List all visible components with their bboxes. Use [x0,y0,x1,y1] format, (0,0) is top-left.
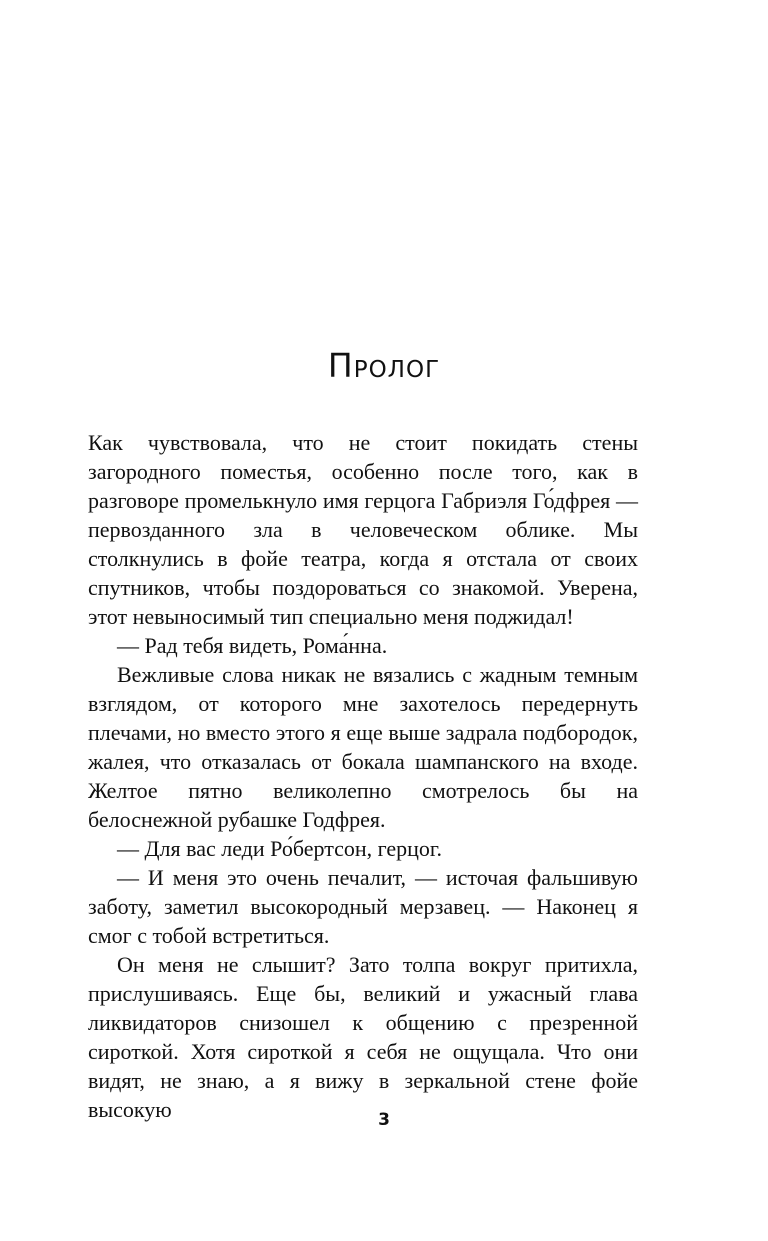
body-text [88,428,638,1124]
paragraph: — Рад тебя видеть, Рома́нна. [117,633,388,658]
page-number: 3 [378,1110,390,1130]
paragraph: — Для вас леди Ро́бертсон, герцог. [117,836,442,861]
paragraph: — И меня это очень печалит, — источая фальшивую заботу, заметил высокородный мерзавец. — Наконец я смог с тобой встретиться. [88,865,638,948]
chapter-title: Пролог [327,346,441,385]
paragraph: Вежливые слова никак не вязались с жадным темным взглядом, от которого мне захотелось передернуть плечами, но вместо этого я еще выше задрала подбородок, жалея, что отказалась от бокала шампанского на входе. Желтое пятно великолепно смотрелось бы на белоснежной рубашке Годфрея. [88,662,638,832]
paragraph: Он меня не слышит? Зато толпа вокруг притихла, прислушиваясь. Еще бы, великий и ужасный глава ликвидаторов снизошел к общению с презренной сироткой. Хотя сироткой я себя не ощущала. Что они видят, не знаю, а я вижу в зеркальной стене фойе высокую [88,952,638,1122]
paragraph: Как чувствовала, что не стоит покидать стены загородного поместья, особенно после того, как в разговоре промелькнуло имя герцога Габриэля Го́дфрея — первозданного зла в человеческом облике. Мы столкнулись в фойе театра, когда я отстала от своих спутников, чтобы поздороваться со знакомой. Уверена, этот невыносимый тип специально меня поджидал! [88,430,638,629]
